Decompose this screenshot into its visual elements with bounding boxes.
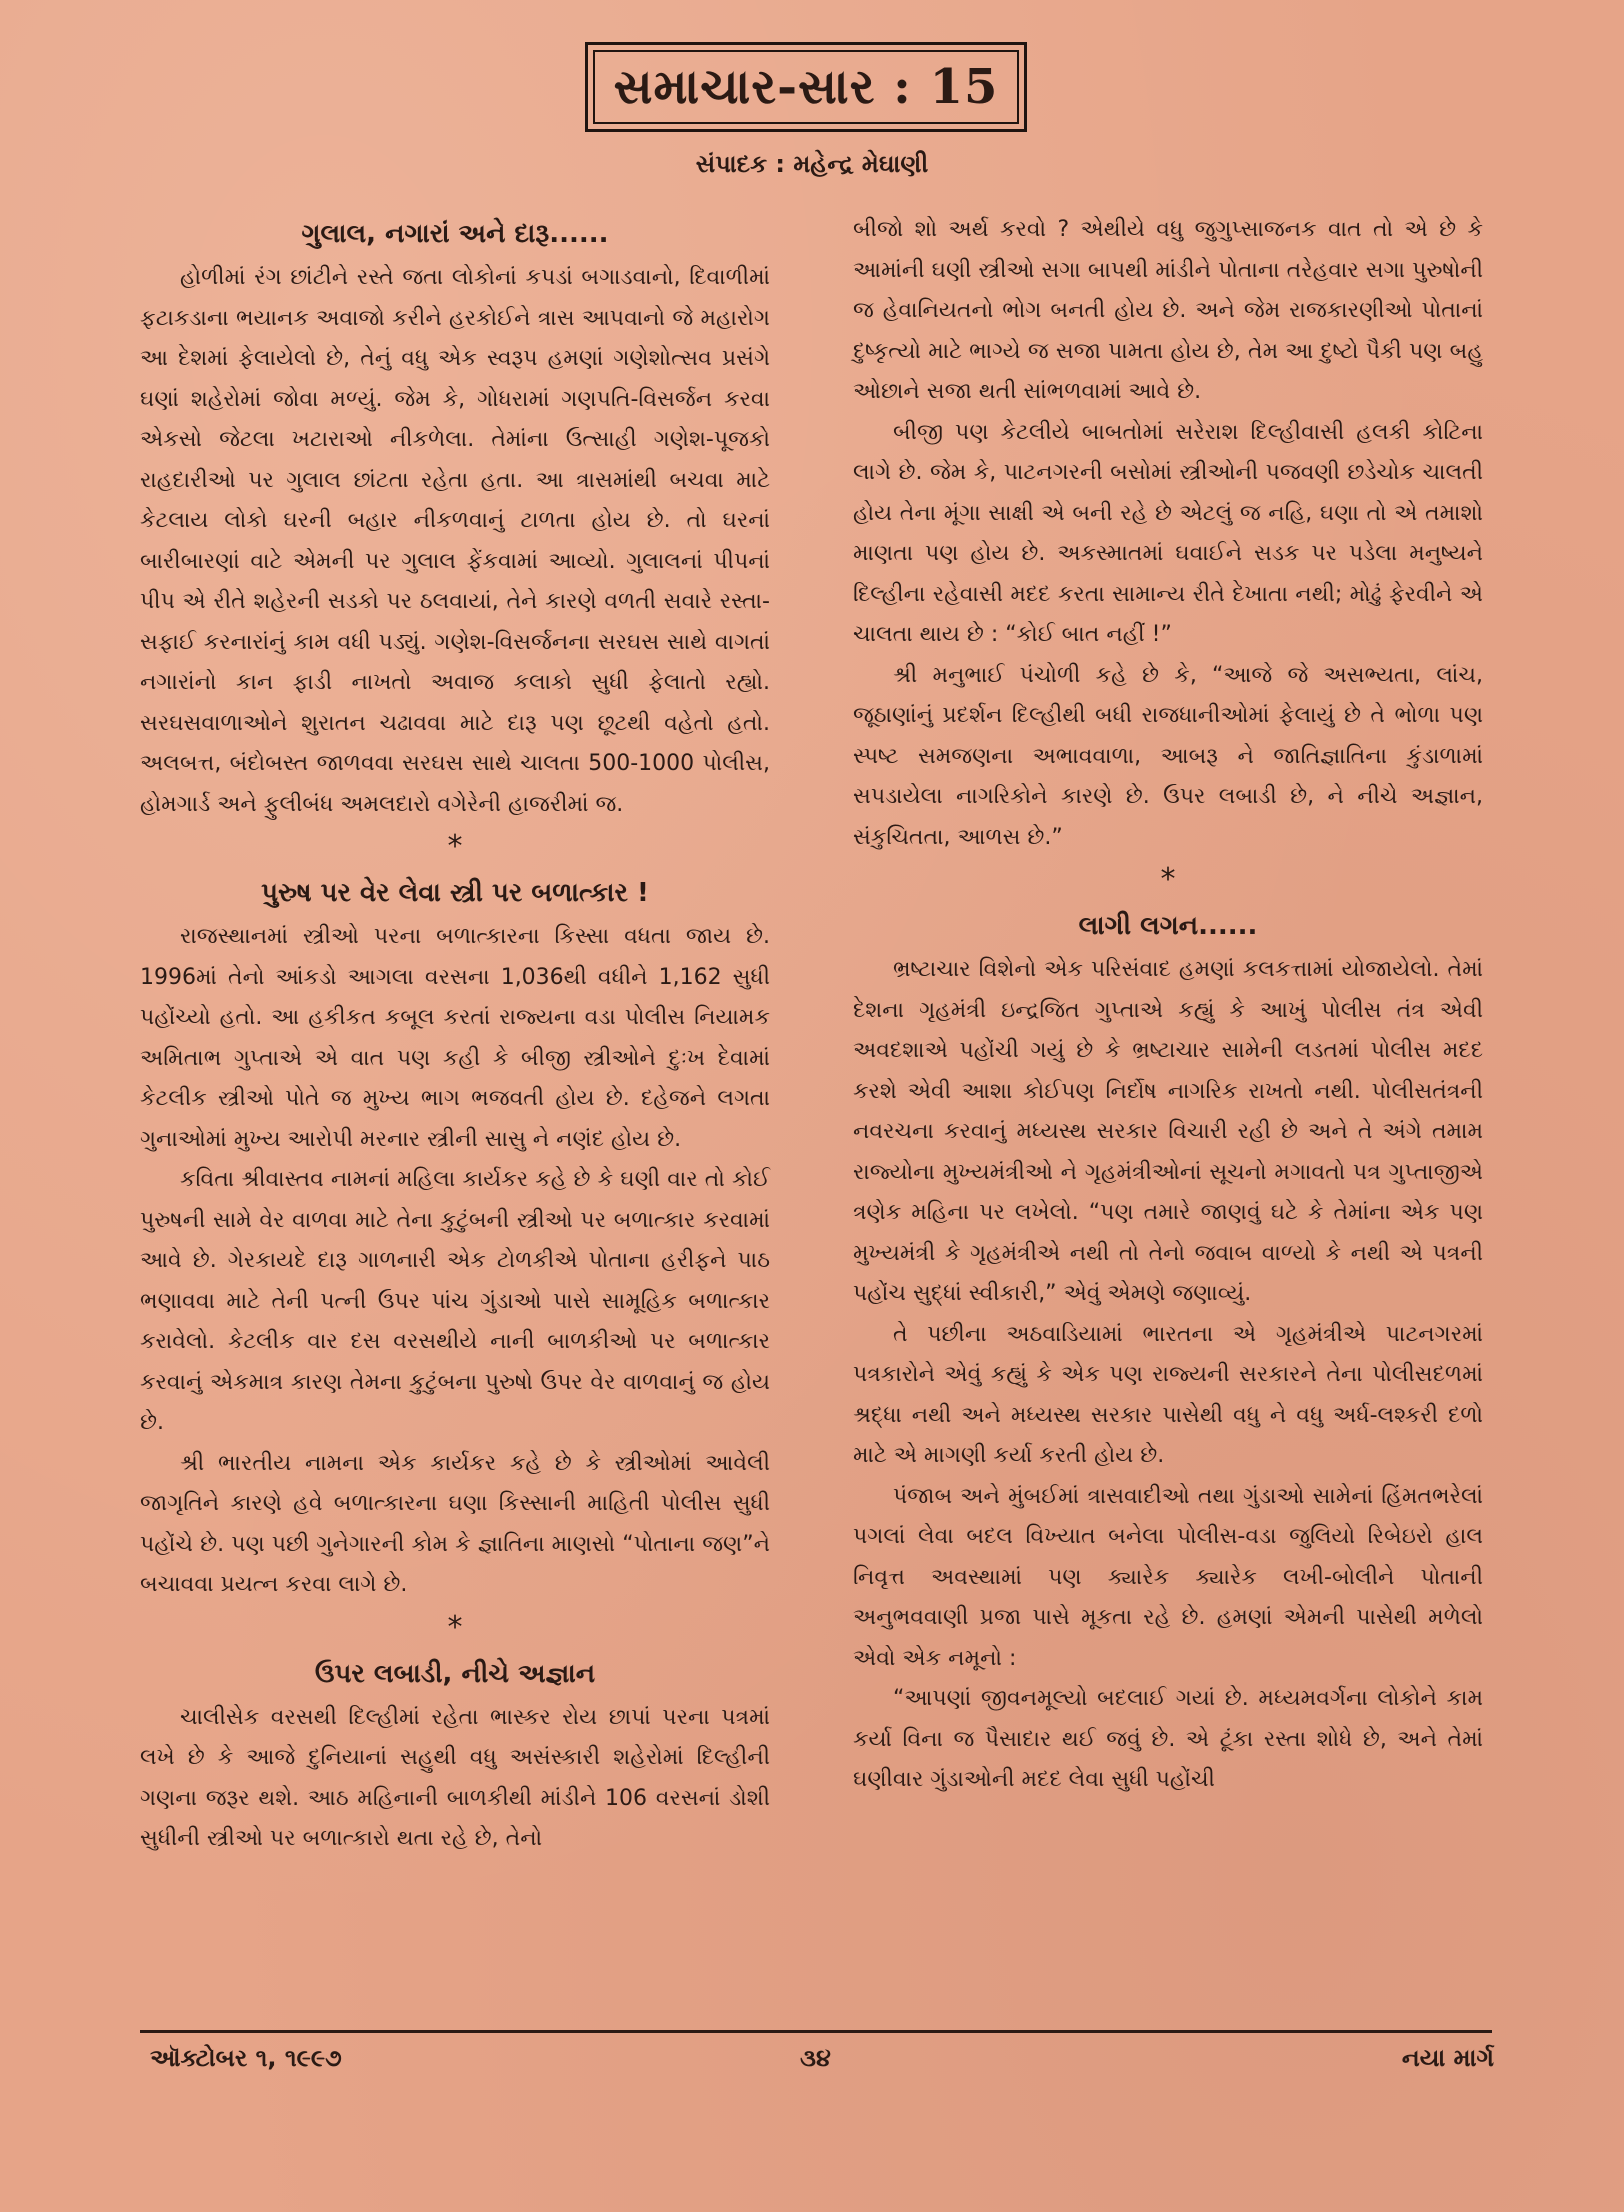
article-paragraph: બીજી પણ કેટલીયે બાબતોમાં સરેરાશ દિલ્હીવાસી હલકી કોટિના લાગે છે. જેમ કે, પાટનગરની બસોમાં સ્ત્રીઓની પજવણી છડેચોક ચાલતી હોય તેના મૂંગા સાક્ષી એ બની રહે છે એટલું જ નહિ, ઘણા તો એ તમાશો માણતા પણ હોય છે. અકસ્માતમાં ઘવાઈને સડક પર પડેલા મનુષ્યને દિલ્હીના રહેવાસી મદદ કરતા સામાન્ય રીતે દેખાતા નથી; મોઢું ફેરવીને એ ચાલતા થાય છે : “કોઈ બાત નહીં !” xyxy=(853,419,1483,647)
article-paragraph: પંજાબ અને મુંબઈમાં ત્રાસવાદીઓ તથા ગુંડાઓ સામેનાં હિંમતભરેલાં પગલાં લેવા બદલ વિખ્યાત બનેલા પોલીસ-વડા જુલિયો રિબેઇરો હાલ નિવૃત્ત અવસ્થામાં પણ ક્યારેક ક્યારેક લખી-બોલીને પોતાની અનુભવવાણી પ્રજા પાસે મૂકતા રહે છે. હમણાં એમની પાસેથી મળેલો એવો એક નમૂનો : xyxy=(853,1483,1483,1671)
article-paragraph: ભ્રષ્ટાચાર વિશેનો એક પરિસંવાદ હમણાં કલકત્તામાં યોજાયેલો. તેમાં દેશના ગૃહમંત્રી ઇન્દ્રજિત ગુપ્તાએ કહ્યું કે આખું પોલીસ તંત્ર એવી અવદશાએ પહોંચી ગયું છે કે ભ્રષ્ટાચાર સામેની લડતમાં પોલીસ મદદ કરશે એવી આશા કોઈપણ નિર્દોષ નાગરિક રાખતો નથી. પોલીસતંત્રની નવરચના કરવાનું મધ્યસ્થ સરકાર વિચારી રહી છે અને તે અંગે તમામ રાજ્યોના મુખ્યમંત્રીઓ ને ગૃહમંત્રીઓનાં સૂચનો મગાવતો પત્ર ગુપ્તાજીએ ત્રણેક મહિના પર લખેલો. “પણ તમારે જાણવું ઘટે કે તેમાંના એક પણ મુખ્યમંત્રી કે ગૃહમંત્રીએ નથી તો તેનો જવાબ વાળ્યો કે નથી એ પત્રની પહોંચ સુદ્ધાં સ્વીકારી,” એવું એમણે જણાવ્યું. xyxy=(853,957,1483,1306)
publication-name: નયા માર્ગ xyxy=(1401,2044,1494,2072)
article-paragraph: ચાલીસેક વરસથી દિલ્હીમાં રહેતા ભાસ્કર રોય છાપાં પરના પત્રમાં લખે છે કે આજે દુનિયાનાં સહુથી વધુ અસંસ્કારી શહેરોમાં દિલ્હીની ગણના જરૂર થશે. આઠ મહિનાની બાળકીથી માંડીને 106 વરસનાં ડોશી સુધીની સ્ત્રીઓ પર બળાત્કારો થતા રહે છે, તેનો xyxy=(140,1704,770,1851)
article-paragraph: હોળીમાં રંગ છાંટીને રસ્તે જતા લોકોનાં કપડાં બગાડવાનો, દિવાળીમાં ફટાકડાના ભયાનક અવાજો કરીને હરકોઈને ત્રાસ આપવાનો જે મહારોગ આ દેશમાં ફેલાયેલો છે, તેનું વધુ એક સ્વરૂપ હમણાં ગણેશોત્સવ પ્રસંગે ઘણાં શહેરોમાં જોવા મળ્યું. જેમ કે, ગોધરામાં ગણપતિ-વિસર્જન કરવા એકસો જેટલા ખટારાઓ નીકળેલા. તેમાંના ઉત્સાહી ગણેશ-પૂજકો રાહદારીઓ પર ગુલાલ છાંટતા રહેતા હતા. આ ત્રાસમાંથી બચવા માટે કેટલાય લોકો ઘરની બહાર નીકળવાનું ટાળતા હોય છે. તો ઘરનાં બારીબારણાં વાટે એમની પર ગુલાલ ફેંકવામાં આવ્યો. ગુલાલનાં પીપનાં પીપ એ રીતે શહેરની સડકો પર ઠલવાયાં, તેને કારણે વળતી સવારે રસ્તા-સફાઈ કરનારાંનું કામ વધી પડ્યું. ગણેશ-વિસર્જનના સરઘસ સાથે વાગતાં નગારાંનો કાન ફાડી નાખતો અવાજ કલાકો સુધી ફેલાતો રહ્યો. સરઘસવાળાઓને શુરાતન ચઢાવવા માટે દારૂ પણ છૂટથી વહેતો હતો. અલબત્ત, બંદોબસ્ત જાળવવા સરઘસ સાથે ચાલતા 500-1000 પોલીસ, હોમગાર્ડ અને ફુલીબંધ અમલદારો વગેરેની હાજરીમાં જ. xyxy=(140,265,770,817)
footer-rule xyxy=(140,2030,1492,2033)
page-title: સમાચાર-સાર : 15 xyxy=(593,50,1019,124)
article-paragraph: “આપણાં જીવનમૂલ્યો બદલાઈ ગયાં છે. મધ્યમવર્ગના લોકોને કામ કર્યા વિના જ પૈસાદાર થઈ જવું છે. એ ટૂંકા રસ્તા શોધે છે, અને તેમાં ઘણીવાર ગુંડાઓની મદદ લેવા સુધી પહોંચી xyxy=(853,1686,1483,1792)
article-paragraph: રાજસ્થાનમાં સ્ત્રીઓ પરના બળાત્કારના કિસ્સા વધતા જાય છે. 1996માં તેનો આંકડો આગલા વરસના 1,036થી વધીને 1,162 સુધી પહોંચ્યો હતો. આ હકીકત કબૂલ કરતાં રાજ્યના વડા પોલીસ નિયામક અમિતાભ ગુપ્તાએ એ વાત પણ કહી કે બીજી સ્ત્રીઓને દુઃખ દેવામાં કેટલીક સ્ત્રીઓ પોતે જ મુખ્ય ભાગ ભજવતી હોય છે. દહેજને લગતા ગુનાઓમાં મુખ્ય આરોપી મરનાર સ્ત્રીની સાસુ ને નણંદ હોય છે. xyxy=(140,924,770,1152)
section-title-upar-labadi: ઉપર લબાડી, નીચે અજ્ઞાન xyxy=(314,1658,596,1689)
footer-date: ઑક્ટોબર ૧, ૧૯૯૭ xyxy=(150,2044,342,2072)
masthead-box xyxy=(585,42,1027,132)
article-paragraph: શ્રી મનુભાઈ પંચોળી કહે છે કે, “આજે જે અસભ્યતા, લાંચ, જૂઠાણાંનું પ્રદર્શન દિલ્હીથી બધી રાજધાનીઓમાં ફેલાયું છે તે ભોળા પણ સ્પષ્ટ સમજણના અભાવવાળા, આબરૂ ને જાતિજ્ઞાતિના કુંડાળામાં સપડાયેલા નાગરિકોને કારણે છે. ઉપર લબાડી છે, ને નીચે અજ્ઞાન, સંકુચિતતા, આળસ છે.” xyxy=(853,662,1483,850)
separator-star: * xyxy=(447,829,463,864)
left-column xyxy=(140,210,770,1860)
page-number: ૩૪ xyxy=(800,2044,831,2072)
separator-star: * xyxy=(447,1609,463,1645)
section-title-revenge: પુરુષ પર વેર લેવા સ્ત્રી પર બળાત્કાર ! xyxy=(261,878,649,908)
article-paragraph: તે પછીના અઠવાડિયામાં ભારતના એ ગૃહમંત્રીએ પાટનગરમાં પત્રકારોને એવું કહ્યું કે એક પણ રાજ્યની સરકારને તેના પોલીસદળમાં શ્રદ્ધા નથી અને મધ્યસ્થ સરકાર પાસેથી વધુ ને વધુ અર્ધ-લશ્કરી દળો માટે એ માગણી કર્યા કરતી હોય છે. xyxy=(853,1321,1483,1468)
separator-star: * xyxy=(1160,862,1176,897)
section-title-gulal: ગુલાલ, નગારાં અને દારૂ...... xyxy=(301,219,609,249)
section-title-lagi-lagan: લાગી લગન...... xyxy=(1078,911,1258,941)
article-paragraph: કવિતા શ્રીવાસ્તવ નામનાં મહિલા કાર્યકર કહે છે કે ઘણી વાર તો કોઈ પુરુષની સામે વેર વાળવા માટે તેના કુટુંબની સ્ત્રીઓ પર બળાત્કાર કરવામાં આવે છે. ગેરકાયદે દારૂ ગાળનારી એક ટોળકીએ પોતાના હરીફને પાઠ ભણાવવા માટે તેની પત્ની ઉપર પાંચ ગુંડાઓ પાસે સામૂહિક બળાત્કાર કરાવેલો. કેટલીક વાર દસ વરસથીયે નાની બાળકીઓ પર બળાત્કાર કરવાનું એકમાત્ર કારણ તેમના કુટુંબના પુરુષો ઉપર વેર વાળવાનું જ હોય છે. xyxy=(140,1167,770,1435)
editor-line: સંપાદક : મહેન્દ્ર મેઘાણી xyxy=(695,150,929,178)
right-column xyxy=(853,210,1483,1801)
article-paragraph: બીજો શો અર્થ કરવો ? એથીયે વધુ જુગુપ્સાજનક વાત તો એ છે કે આમાંની ઘણી સ્ત્રીઓ સગા બાપથી માંડીને પોતાના તરેહવાર સગા પુરુષોની જ હેવાનિયતનો ભોગ બનતી હોય છે. અને જેમ રાજકારણીઓ પોતાનાં દુષ્કૃત્યો માટે ભાગ્યે જ સજા પામતા હોય છે, તેમ આ દુષ્ટો પૈકી પણ બહુ ઓછાને સજા થતી સાંભળવામાં આવે છે. xyxy=(853,217,1483,404)
article-paragraph: શ્રી ભારતીય નામના એક કાર્યકર કહે છે કે સ્ત્રીઓમાં આવેલી જાગૃતિને કારણે હવે બળાત્કારના ઘણા કિસ્સાની માહિતી પોલીસ સુધી પહોંચે છે. પણ પછી ગુનેગારની કોમ કે જ્ઞાતિના માણસો “પોતાના જણ”ને બચાવવા પ્રયત્ન કરવા લાગે છે. xyxy=(140,1450,770,1597)
